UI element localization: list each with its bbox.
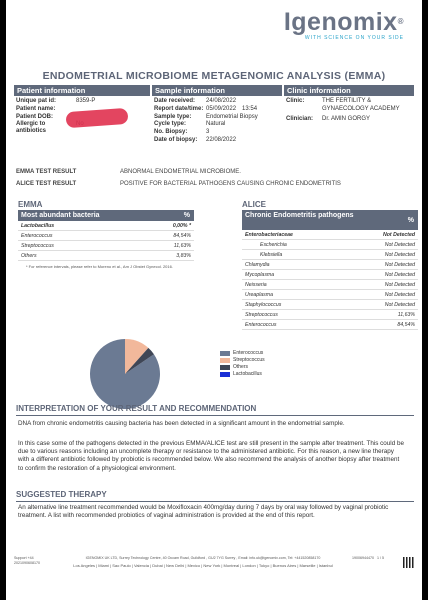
qr-code-icon: [403, 557, 414, 568]
table-row: Klebsiella Not Detected: [242, 251, 418, 260]
emma-result-value: ABNORMAL ENDOMETRIAL MICROBIOME.: [120, 169, 241, 175]
footer-page: 1 / 5: [377, 556, 384, 560]
footer-company: IGENOMIX UK LTD, Surrey Technology Centre, 40 Occam Road, Guildford , GU2 7YG Surrey , Email: info.uk@igenomix.com, Tel: +441520858170: [85, 556, 321, 560]
report-date-value: 05/09/2022: [206, 105, 237, 112]
legend-swatch: [220, 372, 230, 377]
report-date-label: Report date/time:: [154, 105, 204, 112]
date-received-value: 24/08/2022: [206, 98, 237, 104]
emma-table-header-label: Most abundant bacteria: [21, 212, 100, 219]
table-row: Chlamydia Not Detected: [242, 261, 418, 270]
alice-result-value: POSITIVE FOR BACTERIAL PATHOGENS CAUSING CHRONIC ENDOMETRITIS: [120, 181, 341, 187]
date-received-label: Date received:: [154, 98, 196, 104]
igenomix-logo: [284, 8, 404, 41]
logo-name: Igenomix: [283, 8, 398, 36]
table-row: Lactobacillus 0,00% *: [18, 222, 194, 231]
unique-id-value: 8359-P: [76, 98, 96, 104]
allergy-label: Allergic to antibiotics: [16, 121, 47, 135]
therapy-paragraph: An alternative line treatment recommended would be Moxifloxacin 400mg/day during 7 days by oral way followed by vaginal probiotic treatment. A list with recommended probiotics of vaginal administration is provided at the end of this report.: [18, 504, 389, 520]
sample-info: [154, 98, 258, 145]
table-row: Ureaplasma Not Detected: [242, 291, 418, 300]
logo-tagline: WITH SCIENCE ON YOUR SIDE: [304, 35, 404, 41]
interpretation-header: INTERPRETATION OF YOUR RESULT AND RECOMMENDATION: [16, 404, 414, 416]
emma-footnote: * For reference intervals, please refer to Moreno et al., Am J Obstet Gynecol. 2016.: [26, 264, 173, 269]
cycle-type-label: Cycle type:: [154, 121, 187, 128]
sample-type-value: Endometrial Biopsy: [206, 113, 258, 120]
table-row: Escherichia Not Detected: [242, 241, 418, 250]
patient-dob-label: Patient DOB:: [16, 113, 54, 120]
clinician-label: Clinician:: [286, 115, 314, 122]
emma-table-header: [18, 210, 194, 221]
biopsy-date-label: Date of biopsy:: [154, 136, 198, 143]
footer-left-code: Support +44: [14, 556, 34, 560]
legend-swatch: [220, 351, 230, 356]
clinic-value: THE FERTILITY & GYNAECOLOGY ACADEMY: [322, 98, 400, 112]
legend-item: Streptococcus: [220, 357, 265, 364]
table-row: Neisseria Not Detected: [242, 281, 418, 290]
clinic-info: [286, 98, 414, 123]
legend-swatch: [220, 365, 230, 370]
emma-pct-header: %: [183, 212, 190, 219]
legend-item: Lactobacillus: [220, 371, 265, 378]
alice-result-label: ALICE TEST RESULT: [16, 181, 77, 187]
cycle-type-value: Natural: [206, 121, 226, 128]
report-time-value: 13:54: [242, 105, 258, 112]
table-row: Enterobacteriaceae Not Detected: [242, 231, 418, 240]
alice-section-title: ALICE: [242, 200, 266, 209]
interpretation-paragraph-1: DNA from chronic endometritis causing bacteria has been detected in a significant amount in the endometrial sample.: [18, 420, 345, 427]
emma-result-label: EMMA TEST RESULT: [16, 169, 77, 175]
table-row: Others 3,83%: [18, 252, 194, 261]
clinic-label: Clinic:: [286, 98, 305, 104]
report-title: ENDOMETRIAL MICROBIOME METAGENOMIC ANALYSIS (EMMA): [42, 70, 386, 82]
table-row: Enterococcus 84,54%: [242, 321, 418, 330]
footer-right-code: 19006944470: [352, 556, 374, 560]
sample-info-header: Sample information: [152, 85, 282, 96]
alice-pct-header: %: [407, 217, 414, 224]
pie-legend: [220, 350, 265, 378]
table-row: Streptococcus 11,63%: [242, 311, 418, 320]
table-row: Enterococcus 84,54%: [18, 232, 194, 241]
table-row: Staphylococcus Not Detected: [242, 301, 418, 310]
biopsy-count-value: 3: [206, 129, 210, 136]
legend-swatch: [220, 358, 230, 363]
logo-registered: ®: [397, 17, 404, 26]
sample-type-label: Sample type:: [154, 113, 192, 120]
alice-table-header-label: Chronic Endometritis pathogens: [245, 212, 354, 219]
redaction-mark: [66, 108, 129, 128]
table-row: Streptococcus 11,63%: [18, 242, 194, 251]
suggested-therapy-header: SUGGESTED THERAPY: [16, 490, 414, 502]
legend-item: Enterococcus: [220, 350, 265, 357]
emma-section-title: EMMA: [18, 200, 43, 209]
unique-id-label: Unique pat id:: [16, 98, 56, 104]
clinic-info-header: Clinic information: [284, 85, 414, 96]
biopsy-date-value: 22/08/2022: [206, 136, 237, 143]
footer-left-id: 2021090608170: [14, 561, 40, 565]
footer-cities: Los Angeles | Miami | Sao Paulo | Valencia | Dubai | New Delhi | Mexico | New York | Montreal | London | Tokyo | Buenos Aires | Marseille | Istanbul: [73, 563, 333, 568]
clinician-value: Dr. AMIN GORGY: [322, 115, 371, 122]
report-page: [6, 0, 422, 600]
alice-table-header: [242, 210, 418, 230]
bacteria-pie-chart: [88, 337, 162, 411]
legend-item: Others: [220, 364, 265, 371]
patient-info-header: Patient information: [14, 85, 150, 96]
interpretation-paragraph-2: In this case some of the pathogens detected in the previous EMMA/ALICE test are still present in the sample after treatment. This could be due to various reasons including an uncomplete therapy or resistance to the administered antibiotic. For this reason, a new line therapy with a different antibiotic followed by probiotic is recommended below. We also recommend the analysis of another biopsy after treatment to confirm the restoration of a physiological environment.: [18, 440, 404, 472]
patient-name-label: Patient name:: [16, 105, 56, 112]
table-row: Mycoplasma Not Detected: [242, 271, 418, 280]
biopsy-count-label: No. Biopsy:: [154, 129, 188, 136]
